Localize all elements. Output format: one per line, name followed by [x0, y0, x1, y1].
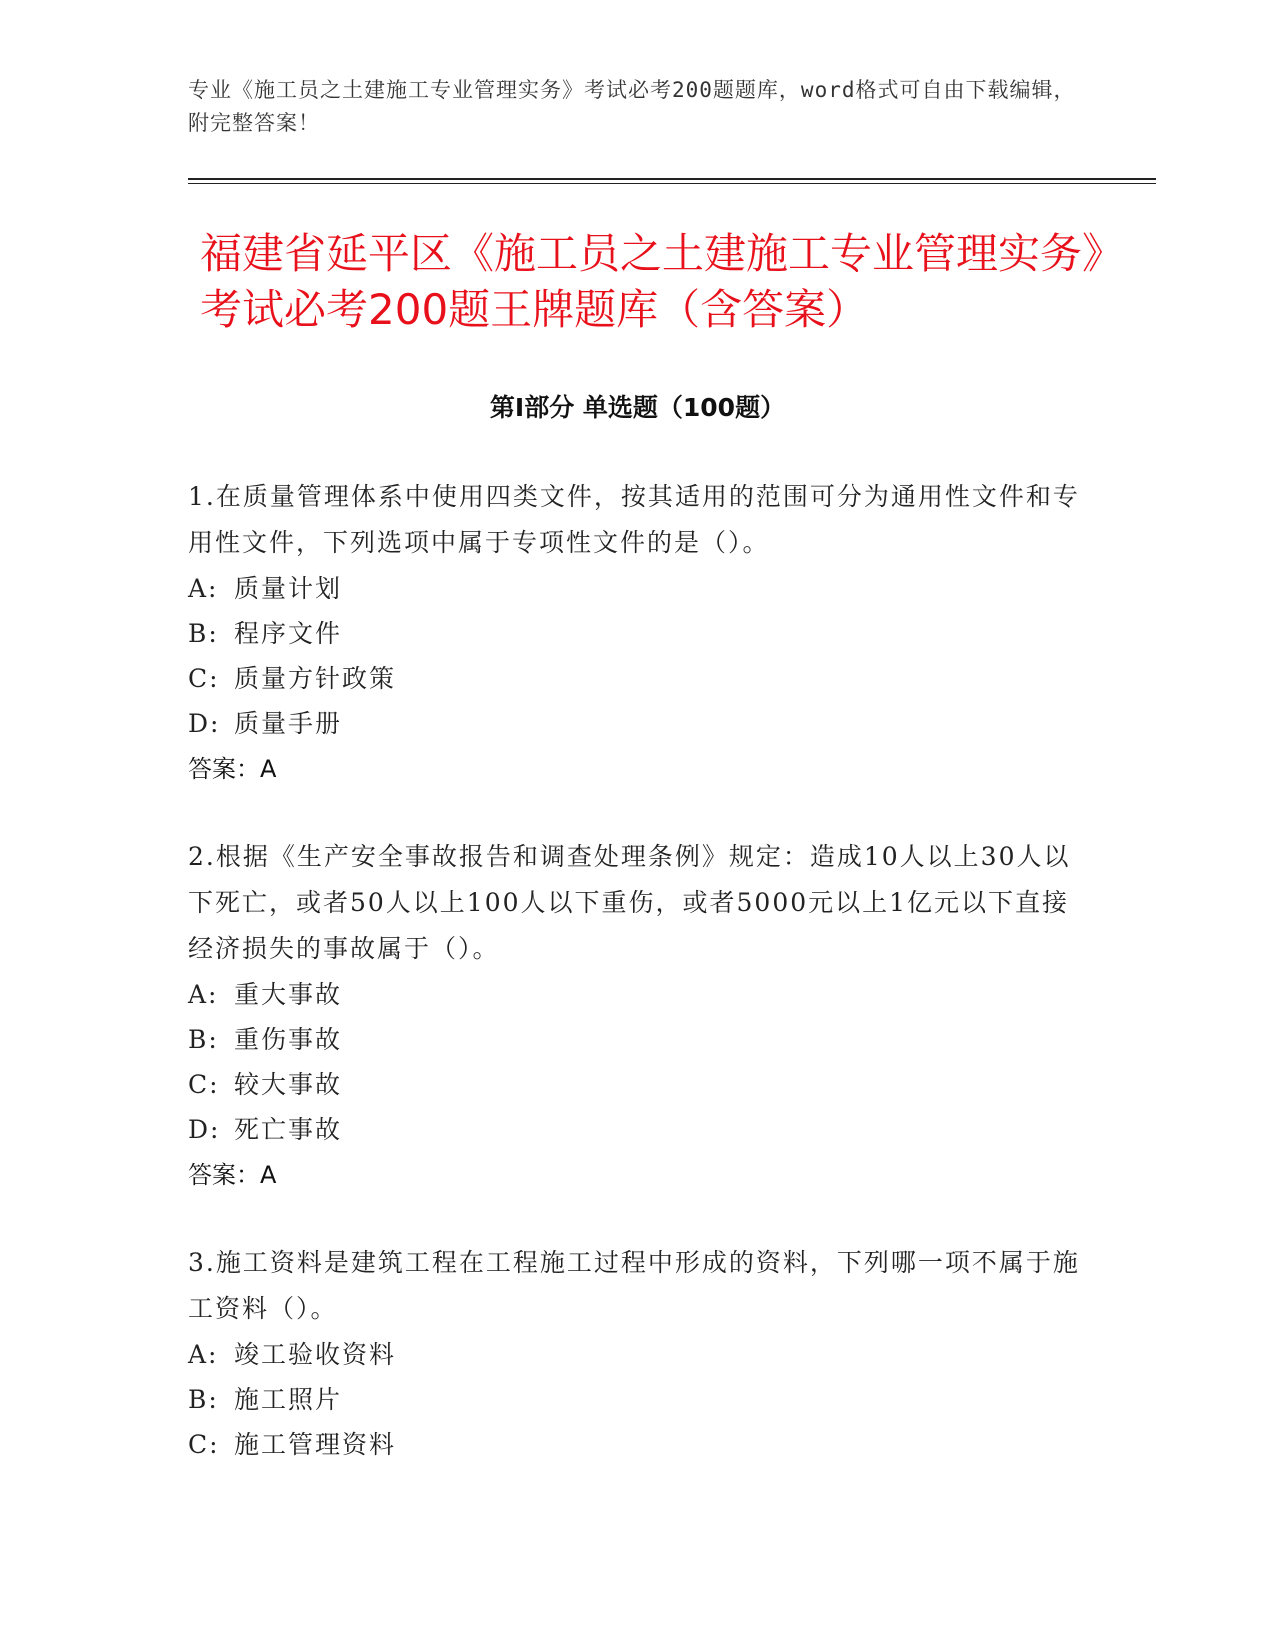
option-c: [188, 1062, 1088, 1107]
option-text: 较大事故: [234, 1070, 343, 1099]
section-title: 第Ⅰ部分 单选题（100题）: [489, 393, 786, 422]
option-text: 质量方针政策: [234, 664, 397, 693]
option-key: B:: [188, 1385, 219, 1414]
option-text: 竣工验收资料: [234, 1340, 397, 1369]
option-key: D:: [188, 1115, 221, 1144]
header-rule-thin: [188, 183, 1156, 184]
option-key: A:: [188, 1340, 219, 1369]
option-text: 重大事故: [234, 980, 343, 1009]
option-key: C:: [188, 1430, 220, 1459]
question-1: [188, 474, 1088, 792]
option-text: 程序文件: [234, 619, 343, 648]
header-rule-thick: [188, 178, 1156, 180]
question-stem: 3.施工资料是建筑工程在工程施工过程中形成的资料，下列哪一项不属于施工资料（）。: [188, 1248, 1080, 1323]
option-c: [188, 1422, 1088, 1467]
option-key: A:: [188, 980, 219, 1009]
document-title: 福建省延平区《施工员之土建施工专业管理实务》考试必考200题王牌题库（含答案）: [200, 229, 1125, 334]
option-key: B:: [188, 619, 219, 648]
option-text: 质量计划: [234, 574, 343, 603]
option-b: [188, 611, 1088, 656]
question-stem: 2.根据《生产安全事故报告和调查处理条例》规定：造成10人以上30人以下死亡，或者50人以上100人以下重伤，或者5000元以上1亿元以下直接经济损失的事故属于（）。: [188, 842, 1071, 963]
option-key: B:: [188, 1025, 219, 1054]
question-list: [188, 474, 1088, 1509]
question-3: [188, 1240, 1088, 1467]
option-key: A:: [188, 574, 219, 603]
option-key: D:: [188, 709, 221, 738]
option-text: 施工管理资料: [234, 1430, 397, 1459]
option-a: [188, 566, 1088, 611]
option-text: 施工照片: [234, 1385, 343, 1414]
option-d: [188, 1107, 1088, 1152]
option-text: 重伤事故: [234, 1025, 343, 1054]
option-key: C:: [188, 664, 220, 693]
option-a: [188, 1332, 1088, 1377]
option-key: C:: [188, 1070, 220, 1099]
option-text: 死亡事故: [234, 1115, 343, 1144]
question-2: [188, 834, 1088, 1198]
option-b: [188, 1377, 1088, 1422]
option-d: [188, 701, 1088, 746]
header-note: 专业《施工员之土建施工专业管理实务》考试必考200题题库，word格式可自由下载编辑，附完整答案！: [188, 78, 1076, 135]
option-b: [188, 1017, 1088, 1062]
option-a: [188, 972, 1088, 1017]
question-stem: 1.在质量管理体系中使用四类文件，按其适用的范围可分为通用性文件和专用性文件，下列选项中属于专项性文件的是（）。: [188, 482, 1080, 557]
answer: 答案：A: [188, 755, 277, 783]
option-text: 质量手册: [234, 709, 343, 738]
option-c: [188, 656, 1088, 701]
answer: 答案：A: [188, 1161, 277, 1189]
